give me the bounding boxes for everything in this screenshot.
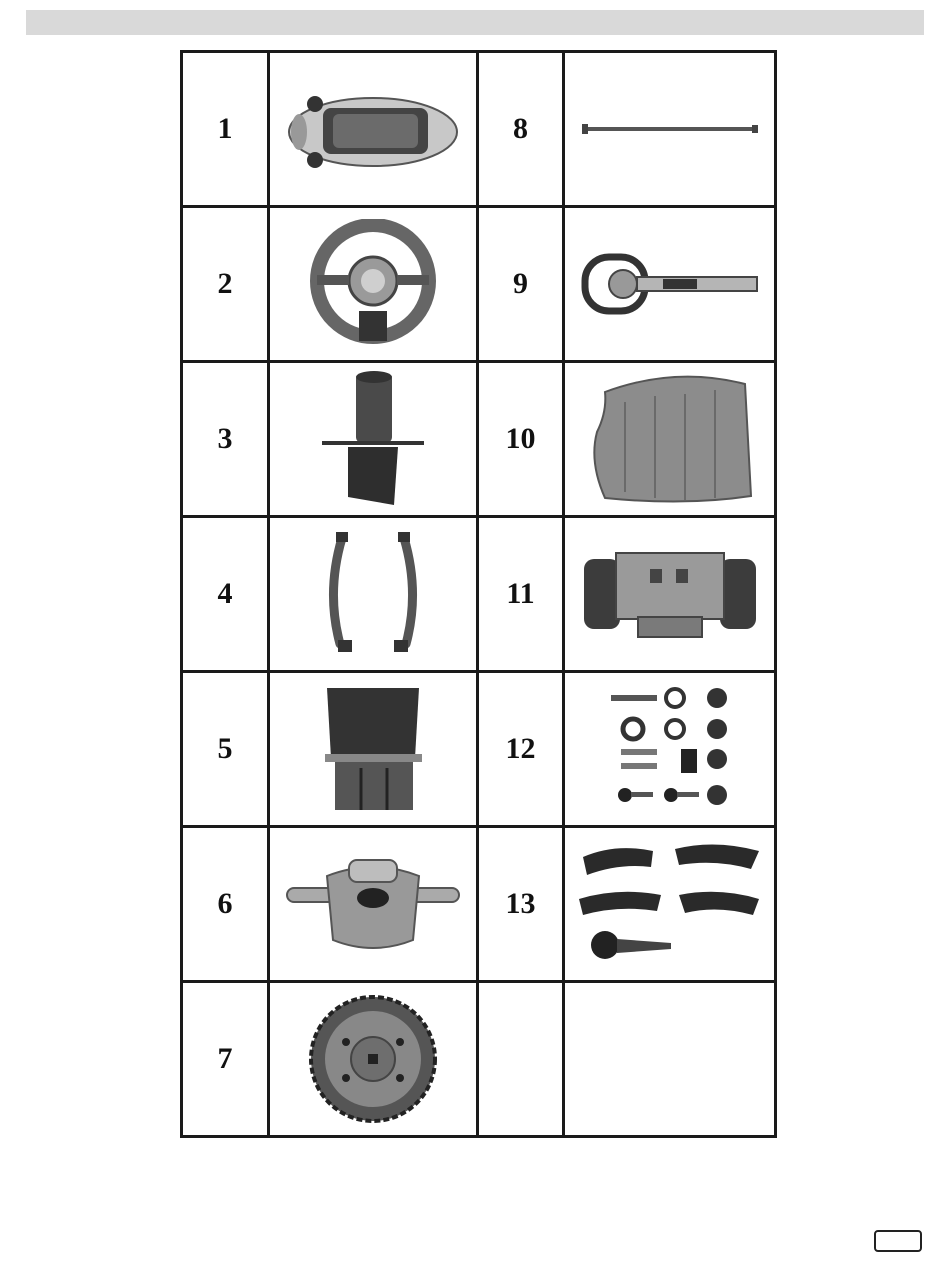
part-number: 9 <box>478 207 564 362</box>
part-number: 3 <box>182 362 269 517</box>
header-bar <box>26 10 924 35</box>
part-number: 2 <box>182 207 269 362</box>
table-row <box>182 207 776 362</box>
base-chassis-icon <box>580 547 760 642</box>
part-number <box>478 982 564 1137</box>
part-number: 8 <box>478 52 564 207</box>
table-row <box>182 827 776 982</box>
rear-axle-rod-icon <box>580 119 760 139</box>
hardware-kit-icon <box>605 687 735 812</box>
part-number: 7 <box>182 982 269 1137</box>
part-number: 11 <box>478 517 564 672</box>
part-number: 10 <box>478 362 564 517</box>
handlebar-cover-icon <box>283 852 463 957</box>
seat-frame-icon <box>321 684 426 814</box>
parts-list-table <box>180 50 777 1138</box>
part-number: 5 <box>182 672 269 827</box>
tire-treads-and-screw-icon <box>575 839 765 969</box>
steering-post-bracket-icon <box>318 369 428 509</box>
part-number: 6 <box>182 827 269 982</box>
curved-support-bars-icon <box>318 532 428 657</box>
part-number: 1 <box>182 52 269 207</box>
steering-column-icon <box>577 249 762 319</box>
table-row <box>182 982 776 1137</box>
steering-wheel-icon <box>303 219 443 349</box>
part-number: 12 <box>478 672 564 827</box>
seat-cushion-icon <box>585 372 755 507</box>
table-row <box>182 517 776 672</box>
wheel-icon <box>306 992 441 1127</box>
empty-cell <box>564 982 776 1137</box>
table-row <box>182 52 776 207</box>
part-number: 13 <box>478 827 564 982</box>
table-row <box>182 362 776 517</box>
page-number-box <box>874 1230 922 1252</box>
car-body-icon <box>283 84 463 174</box>
table-row <box>182 672 776 827</box>
part-number: 4 <box>182 517 269 672</box>
